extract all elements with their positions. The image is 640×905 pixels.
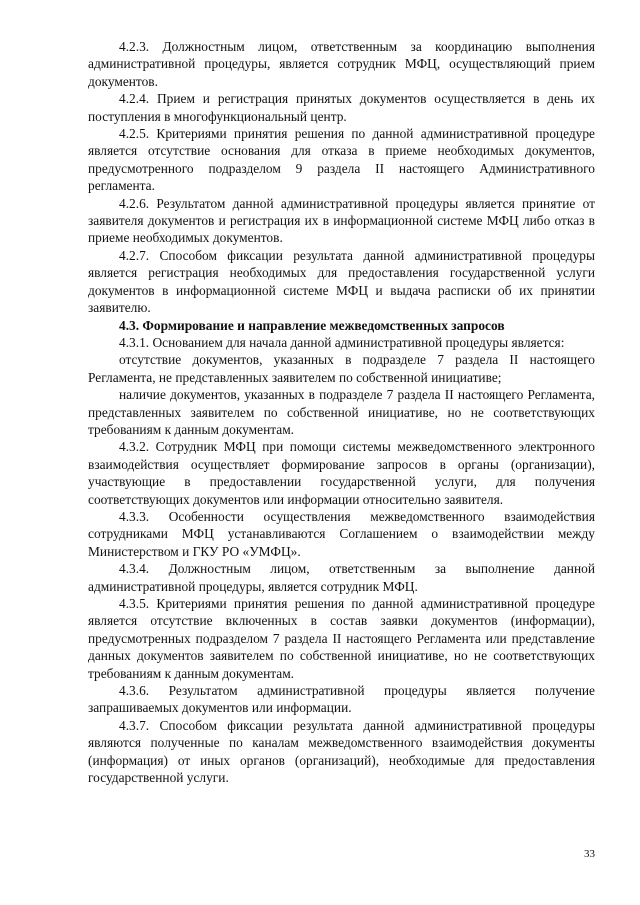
paragraph-4-3-6: 4.3.6. Результатом административной процедуры является получение запрашиваемых документов или информации.: [88, 683, 595, 716]
section-heading-4-3: 4.3. Формирование и направление межведомственных запросов: [119, 317, 505, 333]
paragraph-4-3-2: 4.3.2. Сотрудник МФЦ при помощи системы межведомственного электронного взаимодействия осуществляет формирование запросов в органы (организации), участвующие в предоставлении государственной услуги, для получения соответствующих документов или информации относительно заявителя.: [88, 439, 595, 507]
paragraph-4-3-3: 4.3.3. Особенности осуществления межведомственного взаимодействия сотрудниками МФЦ устанавливаются Соглашением о взаимодействии между Министерством и ГКУ РО «УМФЦ».: [88, 508, 595, 559]
paragraph-4-2-3: 4.2.3. Должностным лицом, ответственным за координацию выполнения административной процедуры, является сотрудник МФЦ, осуществляющий прием документов.: [88, 39, 595, 89]
paragraph-4-3-1-item-presence: наличие документов, указанных в подразделе 7 раздела II настоящего Регламента, представленных заявителем по собственной инициативе, но не соответствующих требованиям к данным документам.: [88, 387, 595, 437]
paragraph-4-2-5: 4.2.5. Критериями принятия решения по данной административной процедуре является отсутствие основания для отказа в приеме необходимых документов, предусмотренного подразделом 9 раздела II настоящего Административного регламента.: [88, 126, 595, 194]
paragraph-4-3-5: 4.3.5. Критериями принятия решения по данной административной процедуре является отсутствие включенных в состав заявки документов (информации), предусмотренных подразделом 7 раздела II настоящего Регламента или представление данных документов заявителем по собственной инициативе, но не соответствующих требованиям к данным документам.: [88, 596, 595, 681]
paragraph-4-3-1: 4.3.1. Основанием для начала данной административной процедуры является:: [119, 334, 565, 350]
paragraph-4-2-6: 4.2.6. Результатом данной административной процедуры является принятие от заявителя документов и регистрация их в информационной системе МФЦ либо отказ в приеме необходимых документов.: [88, 195, 595, 246]
page-number: 33: [584, 848, 595, 860]
paragraph-4-3-7: 4.3.7. Способом фиксации результата данной административной процедуры являются полученные по каналам межведомственного взаимодействия документы (информация) от иных органов (организаций), необходимые для предоставления государственной услуги.: [88, 717, 595, 786]
document-page: [88, 38, 595, 786]
paragraph-4-3-1-item-absence: отсутствие документов, указанных в подразделе 7 раздела II настоящего Регламента, не представленных заявителем по собственной инициативе;: [88, 352, 595, 385]
paragraph-4-3-4: 4.3.4. Должностным лицом, ответственным за выполнение данной административной процедуры, является сотрудник МФЦ.: [88, 561, 595, 594]
paragraph-4-2-7: 4.2.7. Способом фиксации результата данной административной процедуры является регистрация необходимых для предоставления государственной услуги документов в информационной системе МФЦ и выдача расписки об их принятии заявителю.: [88, 247, 595, 316]
paragraph-4-2-4: 4.2.4. Прием и регистрация принятых документов осуществляется в день их поступления в многофункциональный центр.: [88, 91, 595, 124]
